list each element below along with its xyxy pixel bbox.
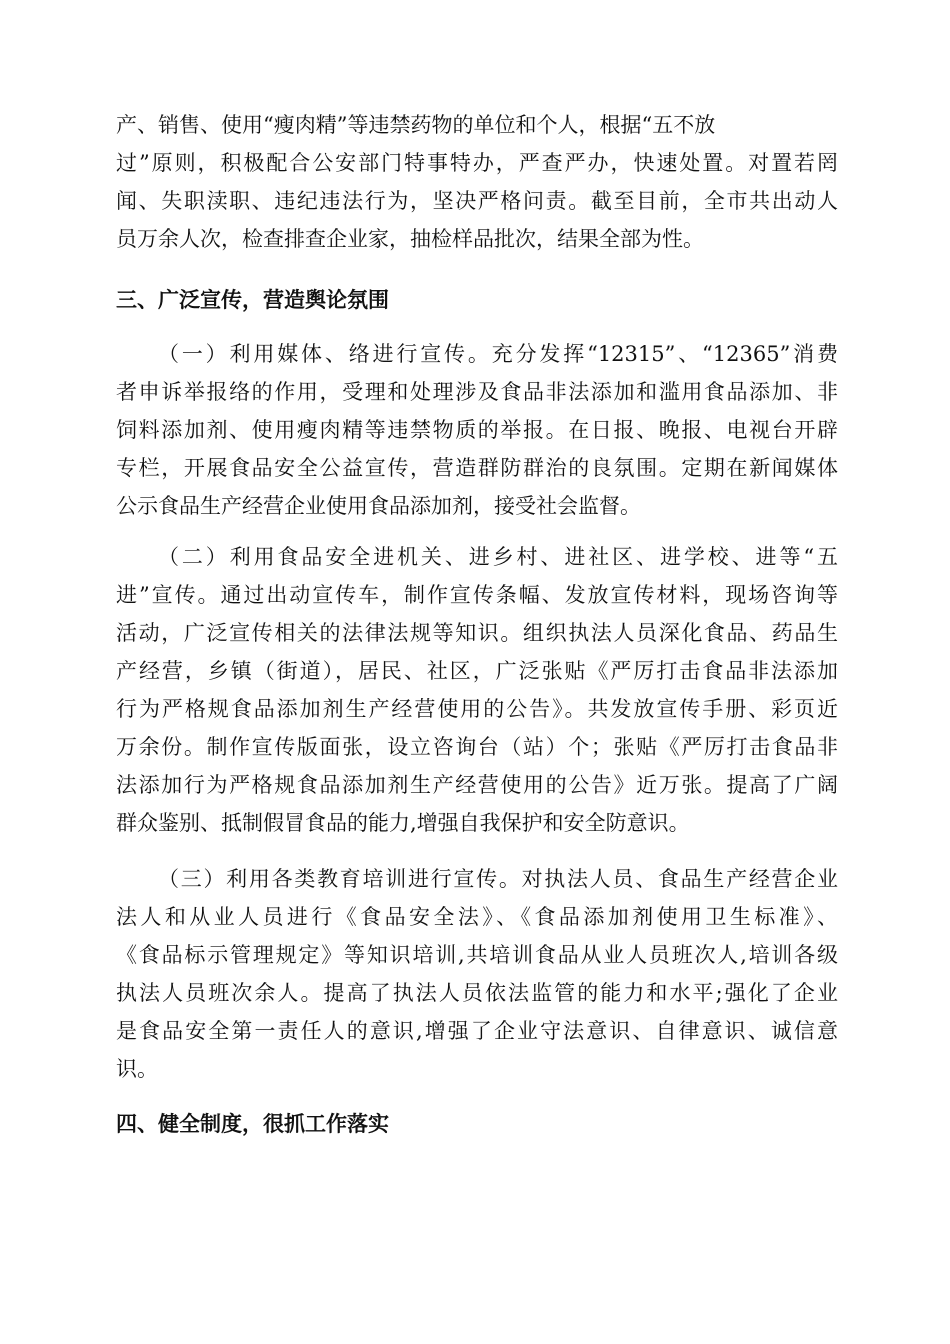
paragraph-line: 产经营，乡镇（街道），居民、社区，广泛张贴《严厉打击食品非法添加 <box>116 659 838 683</box>
paragraph-line: 万余份。制作宣传版面张，设立咨询台（站）个；张贴《严厉打击食品非 <box>116 735 838 759</box>
paragraph-line: 法添加行为严格规食品添加剂生产经营使用的公告》近万张。提高了广阔 <box>116 773 838 797</box>
paragraph-line: 产、销售、使用“瘦肉精”等违禁药物的单位和个人，根据“五不放 <box>116 113 716 137</box>
paragraph-line: （三）利用各类教育培训进行宣传。对执法人员、食品生产经营企业 <box>158 867 838 891</box>
paragraph-line: 进”宣传。通过出动宣传车，制作宣传条幅、发放宣传材料，现场咨询等 <box>116 583 838 607</box>
paragraph-intro <box>116 106 838 258</box>
paragraph-line: （一）利用媒体、络进行宣传。充分发挥“12315”、“12365”消费 <box>158 342 838 366</box>
paragraph-line: 过”原则，积极配合公安部门特事特办，严查严办，快速处置。对置若罔 <box>116 151 838 175</box>
paragraph-line: 闻、失职渎职、违纪违法行为，坚决严格问责。截至目前，全市共出动人 <box>116 189 838 213</box>
paragraph-line: 执法人员班次余人。提高了执法人员依法监管的能力和水平;强化了企业 <box>116 981 838 1005</box>
section-heading-4: 四、健全制度，很抓工作落实 <box>116 1112 389 1136</box>
paragraph-line: 识。 <box>116 1057 158 1081</box>
paragraph-line: 行为严格规食品添加剂生产经营使用的公告》。共发放宣传手册、彩页近 <box>116 697 838 721</box>
paragraph-line: 是食品安全第一责任人的意识,增强了企业守法意识、自律意识、诚信意 <box>116 1019 838 1043</box>
paragraph-line: 公示食品生产经营企业使用食品添加剂，接受社会监督。 <box>116 494 641 518</box>
paragraph-line: （二）利用食品安全进机关、进乡村、进社区、进学校、进等“五 <box>158 545 838 569</box>
paragraph-line: 《食品标示管理规定》等知识培训,共培训食品从业人员班次人,培训各级 <box>116 943 838 967</box>
paragraph-3 <box>116 860 838 1088</box>
paragraph-line: 专栏，开展食品安全公益宣传，营造群防群治的良氛围。定期在新闻媒体 <box>116 456 838 480</box>
paragraph-line: 者申诉举报络的作用，受理和处理涉及食品非法添加和滥用食品添加、非 <box>116 380 838 404</box>
section-heading-3: 三、广泛宣传，营造舆论氛围 <box>116 288 389 312</box>
paragraph-1 <box>116 335 838 525</box>
paragraph-line: 员万余人次，检查排查企业家，抽检样品批次，结果全部为性。 <box>116 227 704 251</box>
paragraph-line: 饲料添加剂、使用瘦肉精等违禁物质的举报。在日报、晚报、电视台开辟 <box>116 418 838 442</box>
paragraph-2 <box>116 538 838 842</box>
paragraph-line: 活动，广泛宣传相关的法律法规等知识。组织执法人员深化食品、药品生 <box>116 621 838 645</box>
paragraph-line: 群众鉴别、抵制假冒食品的能力,增强自我保护和安全防意识。 <box>116 811 690 835</box>
paragraph-line: 法人和从业人员进行《食品安全法》、《食品添加剂使用卫生标准》、 <box>116 905 838 929</box>
